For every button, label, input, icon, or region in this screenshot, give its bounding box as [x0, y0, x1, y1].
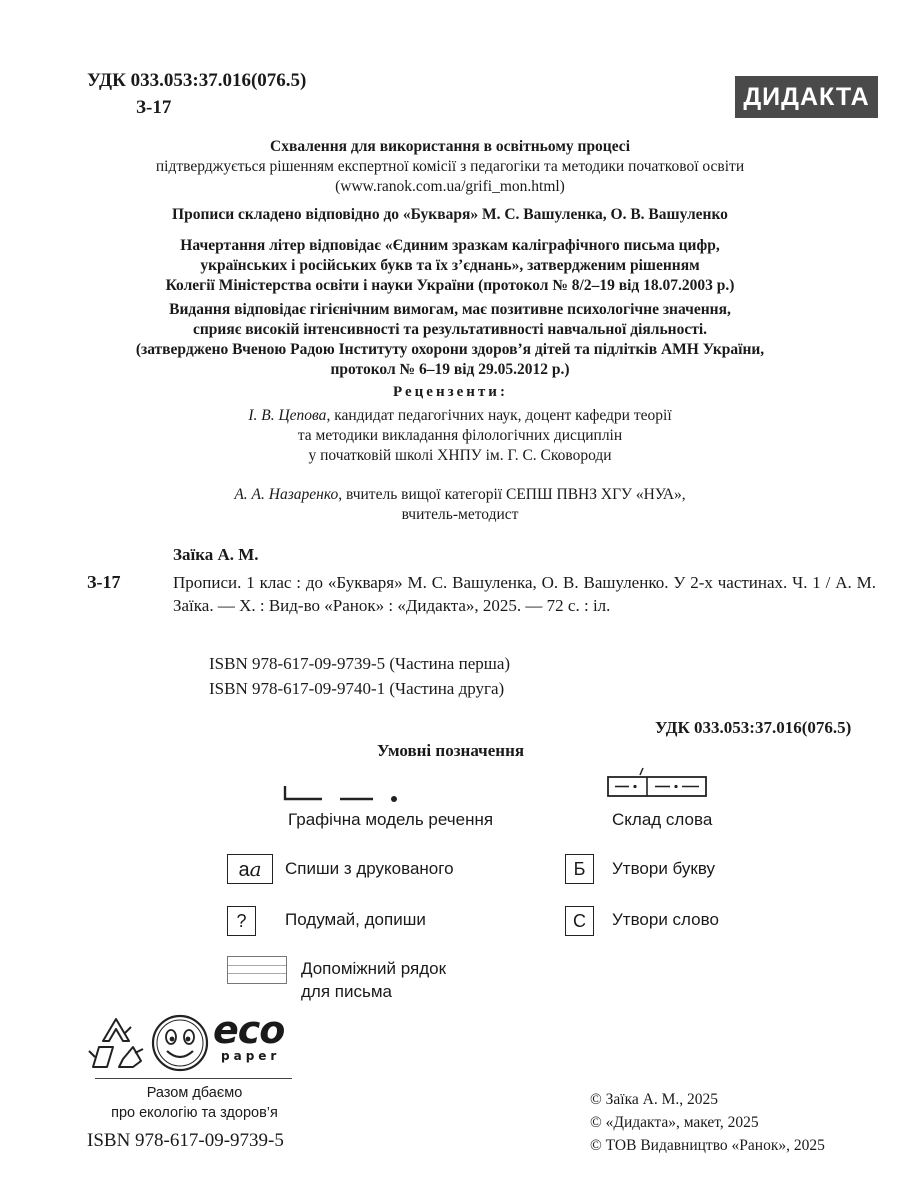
- isbn-part-1: ISBN 978-617-09-9739-5 (Частина перша): [209, 654, 511, 673]
- reviewer-1-line-2: та методики викладання філологічних дисциплін: [297, 427, 623, 444]
- letters-line-2: українських і російських букв та їх з’єднань», затвердженим рішенням: [200, 257, 700, 274]
- recycle-icon: [85, 1013, 147, 1073]
- udk-code-right: УДК 033.053:37.016(076.5): [655, 718, 852, 737]
- legend-syllable: Склад слова: [612, 810, 713, 829]
- legend-sentence-model: Графічна модель речення: [288, 810, 494, 829]
- copyright-ranok: © ТОВ Видавництво «Ранок», 2025: [590, 1137, 825, 1154]
- copy-print-icon: [227, 854, 273, 884]
- bibliographic-description: [173, 571, 876, 617]
- hygiene-line-4: протокол № 6–19 від 29.05.2012 р.): [330, 361, 570, 378]
- make-word-icon: С: [565, 906, 594, 936]
- eco-caption: [97, 1083, 292, 1123]
- hygiene-line-3: (затверджено Вченою Радою Інституту охорони здоров’я дітей та підлітків АМН України,: [135, 341, 765, 358]
- isbn-part-2: ISBN 978-617-09-9740-1 (Частина друга): [209, 679, 505, 698]
- syllable-scheme-icon: [605, 764, 710, 804]
- legend-think: Подумай, допиши: [285, 910, 426, 929]
- reviewer-1-title: , кандидат педагогічних наук, доцент кафедри теорії: [326, 407, 672, 424]
- udk-code: УДК 033.053:37.016(076.5): [87, 70, 307, 91]
- letters-note: [100, 236, 800, 296]
- legend-title: Умовні позначення: [376, 741, 525, 760]
- reviewer-1-line-3: у початковій школі ХНПУ ім. Г. С. Сковороди: [308, 447, 612, 464]
- approval-line-1: Схвалення для використання в освітньому процесі: [270, 138, 630, 155]
- eco-paper-logo: [213, 1010, 298, 1070]
- legend-helper-line-1: Допоміжний рядок: [301, 959, 447, 978]
- eco-caption-line-2: про екологію та здоров’я: [111, 1105, 278, 1121]
- make-letter-icon: Б: [565, 854, 594, 884]
- eco-caption-line-1: Разом дбаємо: [146, 1085, 243, 1101]
- reviewer-1: [180, 406, 740, 466]
- hygiene-line-2: сприяє високій інтенсивності та результативності навчальної діяльності.: [192, 321, 708, 338]
- reviewer-2-name: А. А. Назаренко: [234, 486, 339, 503]
- eco-logo-sub: paper: [221, 1049, 281, 1063]
- reviewers-title: Рецензенти:: [393, 384, 508, 400]
- eco-logo-word: eco: [213, 1008, 285, 1052]
- legend-make-letter: Утвори букву: [612, 859, 716, 878]
- letters-line-1: Начертання літер відповідає «Єдиним зразкам каліграфічного письма цифр,: [180, 237, 720, 254]
- bibliography-code: З-17: [87, 572, 121, 592]
- copyright-didakta: © «Дидакта», макет, 2025: [590, 1114, 759, 1131]
- sentence-model-icon: [280, 780, 410, 810]
- hygiene-note: [100, 300, 800, 380]
- approval-line-2: підтверджується рішенням експертної комісії з педагогіки та методики початкової освіти: [155, 158, 745, 175]
- publisher-logo: ДИДАКТА: [735, 76, 878, 118]
- book-author: Заїка А. М.: [173, 545, 259, 564]
- letters-line-3: Колегії Міністерства освіти і науки України (протокол № 8/2–19 від 18.07.2003 р.): [165, 277, 735, 294]
- approval-note: [100, 137, 800, 197]
- reviewer-1-name: І. В. Цепова: [248, 407, 327, 424]
- legend-make-word: Утвори слово: [612, 910, 719, 929]
- eco-divider: [95, 1078, 292, 1079]
- hygiene-line-1: Видання відповідає гігієнічним вимогам, має позитивне психологічне значення,: [169, 301, 731, 318]
- legend-helper-line: [301, 957, 446, 1003]
- isbn-bottom: ISBN 978-617-09-9739-5: [87, 1130, 284, 1151]
- approval-line-3: (www.ranok.com.ua/grifi_mon.html): [335, 178, 565, 195]
- helper-line-icon: [227, 956, 287, 984]
- copyright-author: © Заїка А. М., 2025: [590, 1091, 719, 1108]
- question-icon: ?: [227, 906, 256, 936]
- propysy-note: Прописи складено відповідно до «Букваря» М. С. Вашуленка, О. В. Вашуленко: [172, 206, 728, 223]
- copy-icon-print-letter: а: [238, 859, 250, 881]
- legend-copy-print: Спиши з друкованого: [285, 859, 454, 878]
- reviewer-2-line-2: вчитель-методист: [401, 506, 519, 523]
- reviewer-2: [180, 485, 740, 525]
- copy-icon-script-letter: а: [249, 857, 262, 881]
- smiley-face-icon: [150, 1013, 210, 1073]
- author-sign-code: З-17: [136, 97, 172, 118]
- reviewer-2-title: , вчитель вищої категорії СЕПШ ПВНЗ ХГУ «НУА»,: [338, 486, 686, 503]
- bibliographic-text: Прописи. 1 клас : до «Букваря» М. С. Вашуленка, О. В. Вашуленко. У 2-х частинах. Ч. 1 / А. М. Заїка. — Х. : Вид-во «Ранок» : «Дидакта», 2025. — 72 с. : іл.: [173, 573, 876, 615]
- legend-helper-line-2: для письма: [301, 982, 392, 1001]
